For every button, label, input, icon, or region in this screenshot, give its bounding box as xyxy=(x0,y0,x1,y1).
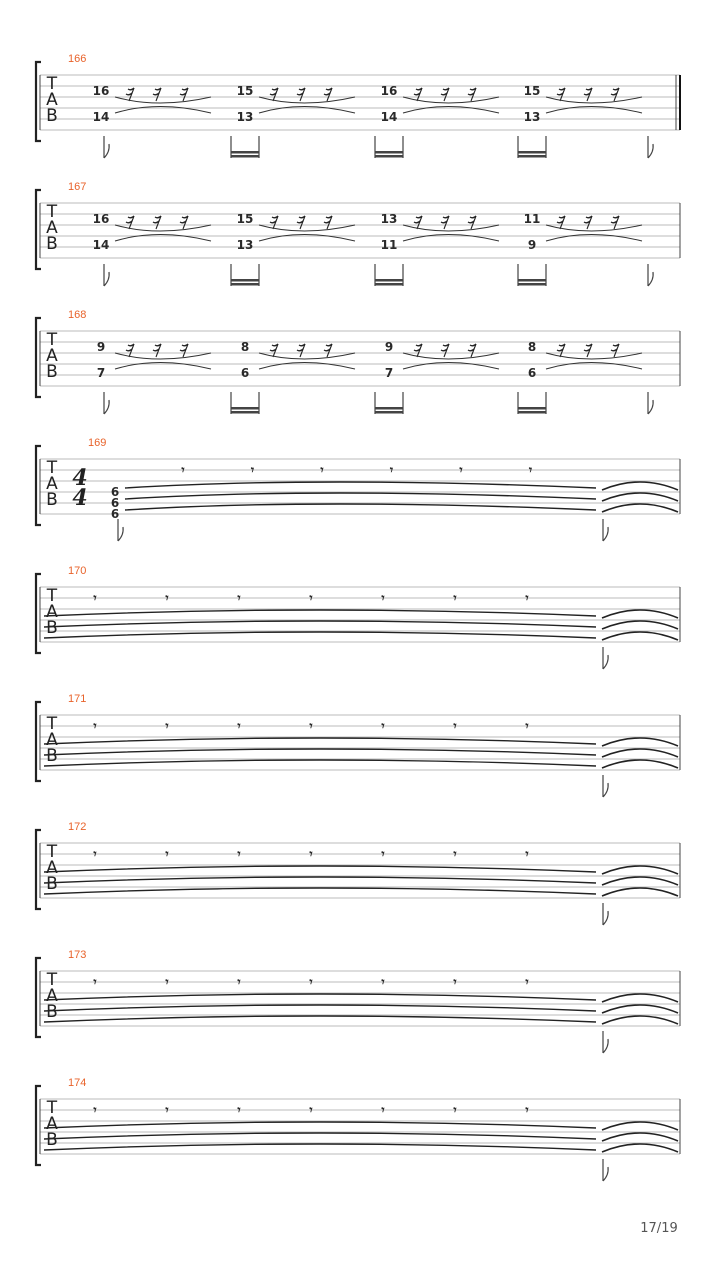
note-stem xyxy=(231,136,259,158)
eighth-rest: 𝄾 xyxy=(453,719,457,733)
fret-number-bottom: 14 xyxy=(92,110,110,124)
note-stem xyxy=(603,1159,608,1181)
eighth-rest: 𝄾 xyxy=(93,1103,97,1117)
beam xyxy=(518,407,546,410)
beam xyxy=(375,411,403,414)
fret-number-bottom: 7 xyxy=(96,366,106,380)
beam xyxy=(375,151,403,154)
bar-number: 173 xyxy=(68,949,87,961)
bar-number: 172 xyxy=(68,821,87,833)
tie-arc-end xyxy=(602,621,678,629)
tie-arc-end xyxy=(602,610,678,618)
bar-number: 169 xyxy=(88,437,107,449)
tab-label-a: A xyxy=(46,1114,58,1134)
tab-label-a: A xyxy=(46,858,58,878)
eighth-rest: 𝄾 xyxy=(93,591,97,605)
eighth-rest: 𝄾 xyxy=(453,975,457,989)
slur-arc xyxy=(403,353,499,359)
eighth-rest: 𝄾 xyxy=(381,591,385,605)
beam xyxy=(231,407,259,410)
eighth-rest: 𝄾 xyxy=(525,975,529,989)
note-stem xyxy=(118,519,123,541)
slur-arc xyxy=(115,225,211,231)
fret-number-bottom: 7 xyxy=(384,366,394,380)
tie-line xyxy=(44,760,596,766)
note-stem xyxy=(603,1031,608,1053)
beam xyxy=(518,411,546,414)
fret-number-bottom: 6 xyxy=(240,366,250,380)
eighth-rest: 𝄾 xyxy=(237,975,241,989)
eighth-rest: 𝄾 xyxy=(381,847,385,861)
tie-arc-end xyxy=(602,738,678,746)
slur-arc xyxy=(546,97,642,103)
beam xyxy=(231,283,259,286)
eighth-rest: 𝄾 xyxy=(525,847,529,861)
system-172 xyxy=(36,821,680,925)
fret-number-top: 16 xyxy=(92,84,110,98)
eighth-rest: 𝄾 xyxy=(237,719,241,733)
tie-arc-end xyxy=(602,1005,678,1013)
eighth-rest: 𝄾 xyxy=(165,591,169,605)
chord-fret-number: 6 xyxy=(110,485,120,499)
tie-line xyxy=(44,621,596,627)
chord-fret-number: 6 xyxy=(110,496,120,510)
fret-number-top: 9 xyxy=(384,340,394,354)
note-stem xyxy=(104,264,109,286)
fret-number-top: 15 xyxy=(236,84,254,98)
tab-label-a: A xyxy=(46,90,58,110)
tie-line xyxy=(44,1144,596,1150)
slur-arc xyxy=(259,97,355,103)
tab-label-b: B xyxy=(46,106,58,126)
eighth-rest: 𝄾 xyxy=(459,463,463,477)
system-171 xyxy=(36,693,680,797)
tab-label-a: A xyxy=(46,474,58,494)
tab-label-b: B xyxy=(46,490,58,510)
note-stem xyxy=(648,136,653,158)
fret-number-top: 16 xyxy=(380,84,398,98)
tie-arc-end xyxy=(602,482,678,490)
note-stem xyxy=(375,264,403,286)
tie-arc-end xyxy=(602,1016,678,1024)
note-stem xyxy=(375,136,403,158)
note-stem xyxy=(104,392,109,414)
fret-number-top: 15 xyxy=(523,84,541,98)
tie-arc xyxy=(115,107,211,114)
tab-label-b: B xyxy=(46,1130,58,1150)
eighth-rest: 𝄾 xyxy=(381,719,385,733)
time-signature-bottom: 4 xyxy=(72,485,88,511)
slur-arc xyxy=(259,353,355,359)
fret-number-top: 9 xyxy=(96,340,106,354)
tie-arc-end xyxy=(602,877,678,885)
tie-arc-end xyxy=(602,632,678,640)
beam xyxy=(518,155,546,158)
system-170 xyxy=(36,565,680,669)
eighth-rest: 𝄾 xyxy=(165,975,169,989)
fret-number-top: 8 xyxy=(240,340,250,354)
system-166 xyxy=(36,53,680,158)
fret-number-bottom: 11 xyxy=(380,238,398,252)
eighth-rest: 𝄾 xyxy=(237,591,241,605)
tie-line xyxy=(44,877,596,883)
tie-arc xyxy=(403,235,499,242)
page-number: 17/19 xyxy=(640,1221,678,1236)
tab-label-a: A xyxy=(46,602,58,622)
eighth-rest: 𝄾 xyxy=(525,719,529,733)
tab-label-b: B xyxy=(46,874,58,894)
eighth-rest: 𝄾 xyxy=(453,847,457,861)
eighth-rest: 𝄾 xyxy=(237,1103,241,1117)
beam xyxy=(231,411,259,414)
beam xyxy=(375,283,403,286)
tie-line xyxy=(44,1016,596,1022)
tab-label-a: A xyxy=(46,730,58,750)
tie-line xyxy=(44,738,596,744)
fret-number-top: 15 xyxy=(236,212,254,226)
bar-number: 170 xyxy=(68,565,87,577)
tab-label-t: T xyxy=(46,74,58,94)
tie-arc-end xyxy=(602,1122,678,1130)
eighth-rest: 𝄾 xyxy=(93,975,97,989)
note-stem xyxy=(603,647,608,669)
tie-arc-end xyxy=(602,1144,678,1152)
tie-line xyxy=(44,888,596,894)
note-stem xyxy=(603,903,608,925)
note-stem xyxy=(648,392,653,414)
beam xyxy=(518,151,546,154)
tab-label-t: T xyxy=(46,714,58,734)
beam xyxy=(231,155,259,158)
tab-label-t: T xyxy=(46,330,58,350)
eighth-rest: 𝄾 xyxy=(93,719,97,733)
tie-line xyxy=(44,994,596,1000)
tie-line xyxy=(44,1122,596,1128)
fret-number-bottom: 13 xyxy=(523,110,541,124)
fret-number-bottom: 6 xyxy=(527,366,537,380)
note-stem xyxy=(603,519,608,541)
tab-label-b: B xyxy=(46,234,58,254)
bar-number: 167 xyxy=(68,181,87,193)
note-stem xyxy=(603,775,608,797)
note-stem xyxy=(518,392,546,414)
chord-fret-number: 6 xyxy=(110,507,120,521)
eighth-rest: 𝄾 xyxy=(381,1103,385,1117)
tie-arc xyxy=(546,107,642,114)
tab-label-b: B xyxy=(46,618,58,638)
tie-arc xyxy=(403,107,499,114)
fret-number-bottom: 14 xyxy=(380,110,398,124)
eighth-rest: 𝄾 xyxy=(320,463,324,477)
eighth-rest: 𝄾 xyxy=(165,847,169,861)
beam xyxy=(375,279,403,282)
tie-arc-end xyxy=(602,888,678,896)
eighth-rest: 𝄾 xyxy=(93,847,97,861)
tie-arc-end xyxy=(602,493,678,501)
bar-number: 166 xyxy=(68,53,87,65)
fret-number-top: 8 xyxy=(527,340,537,354)
fret-number-bottom: 13 xyxy=(236,238,254,252)
eighth-rest: 𝄾 xyxy=(453,591,457,605)
tie-line xyxy=(125,482,596,488)
tab-label-b: B xyxy=(46,746,58,766)
tie-line xyxy=(44,1005,596,1011)
tie-line xyxy=(44,866,596,872)
tie-arc xyxy=(115,235,211,242)
tab-label-t: T xyxy=(46,458,58,478)
tab-label-b: B xyxy=(46,1002,58,1022)
tie-arc xyxy=(115,363,211,370)
fret-number-bottom: 13 xyxy=(236,110,254,124)
beam xyxy=(231,279,259,282)
tie-arc xyxy=(403,363,499,370)
tie-line xyxy=(44,632,596,638)
tie-arc-end xyxy=(602,504,678,512)
bar-number: 168 xyxy=(68,309,87,321)
note-stem xyxy=(375,392,403,414)
slur-arc xyxy=(403,225,499,231)
tie-arc-end xyxy=(602,866,678,874)
tab-label-a: A xyxy=(46,346,58,366)
eighth-rest: 𝄾 xyxy=(453,1103,457,1117)
beam xyxy=(375,407,403,410)
eighth-rest: 𝄾 xyxy=(309,591,313,605)
tie-arc xyxy=(259,235,355,242)
eighth-rest: 𝄾 xyxy=(250,463,255,477)
tie-line xyxy=(44,610,596,616)
fret-number-top: 13 xyxy=(380,212,398,226)
tab-label-t: T xyxy=(46,202,58,222)
tie-line xyxy=(125,504,596,510)
tab-label-a: A xyxy=(46,218,58,238)
note-stem xyxy=(648,264,653,286)
slur-arc xyxy=(115,97,211,103)
system-168 xyxy=(36,309,680,414)
tie-arc xyxy=(546,235,642,242)
eighth-rest: 𝄾 xyxy=(525,1103,529,1117)
tab-label-t: T xyxy=(46,1098,58,1118)
slur-arc xyxy=(259,225,355,231)
tie-arc-end xyxy=(602,760,678,768)
system-169 xyxy=(36,437,680,541)
note-stem xyxy=(518,136,546,158)
tie-arc-end xyxy=(602,1133,678,1141)
slur-arc xyxy=(403,97,499,103)
system-173 xyxy=(36,949,680,1053)
time-signature-top: 4 xyxy=(72,465,88,491)
tie-arc-end xyxy=(602,749,678,757)
note-stem xyxy=(104,136,109,158)
fret-number-bottom: 9 xyxy=(527,238,537,252)
eighth-rest: 𝄾 xyxy=(309,847,313,861)
slur-arc xyxy=(115,353,211,359)
note-stem xyxy=(231,264,259,286)
slur-arc xyxy=(546,225,642,231)
system-174 xyxy=(36,1077,680,1181)
fret-number-bottom: 14 xyxy=(92,238,110,252)
bar-number: 171 xyxy=(68,693,87,705)
beam xyxy=(231,151,259,154)
eighth-rest: 𝄾 xyxy=(237,847,241,861)
tie-arc-end xyxy=(602,994,678,1002)
bar-number: 174 xyxy=(68,1077,87,1089)
tab-label-a: A xyxy=(46,986,58,1006)
eighth-rest: 𝄾 xyxy=(525,591,529,605)
note-stem xyxy=(518,264,546,286)
eighth-rest: 𝄾 xyxy=(381,975,385,989)
eighth-rest: 𝄾 xyxy=(181,463,185,477)
fret-number-top: 16 xyxy=(92,212,110,226)
eighth-rest: 𝄾 xyxy=(389,463,394,477)
system-167 xyxy=(36,181,680,286)
note-stem xyxy=(231,392,259,414)
tab-label-b: B xyxy=(46,362,58,382)
tie-arc xyxy=(259,363,355,370)
tie-arc xyxy=(546,363,642,370)
tab-label-t: T xyxy=(46,970,58,990)
beam xyxy=(375,155,403,158)
tie-line xyxy=(44,1133,596,1139)
beam xyxy=(518,283,546,286)
slur-arc xyxy=(546,353,642,359)
eighth-rest: 𝄾 xyxy=(528,463,533,477)
beam xyxy=(518,279,546,282)
tab-label-t: T xyxy=(46,842,58,862)
tie-line xyxy=(44,749,596,755)
fret-number-top: 11 xyxy=(523,212,541,226)
eighth-rest: 𝄾 xyxy=(165,1103,169,1117)
eighth-rest: 𝄾 xyxy=(165,719,169,733)
tab-label-t: T xyxy=(46,586,58,606)
eighth-rest: 𝄾 xyxy=(309,1103,313,1117)
tie-arc xyxy=(259,107,355,114)
tie-line xyxy=(125,493,596,499)
eighth-rest: 𝄾 xyxy=(309,719,313,733)
eighth-rest: 𝄾 xyxy=(309,975,313,989)
